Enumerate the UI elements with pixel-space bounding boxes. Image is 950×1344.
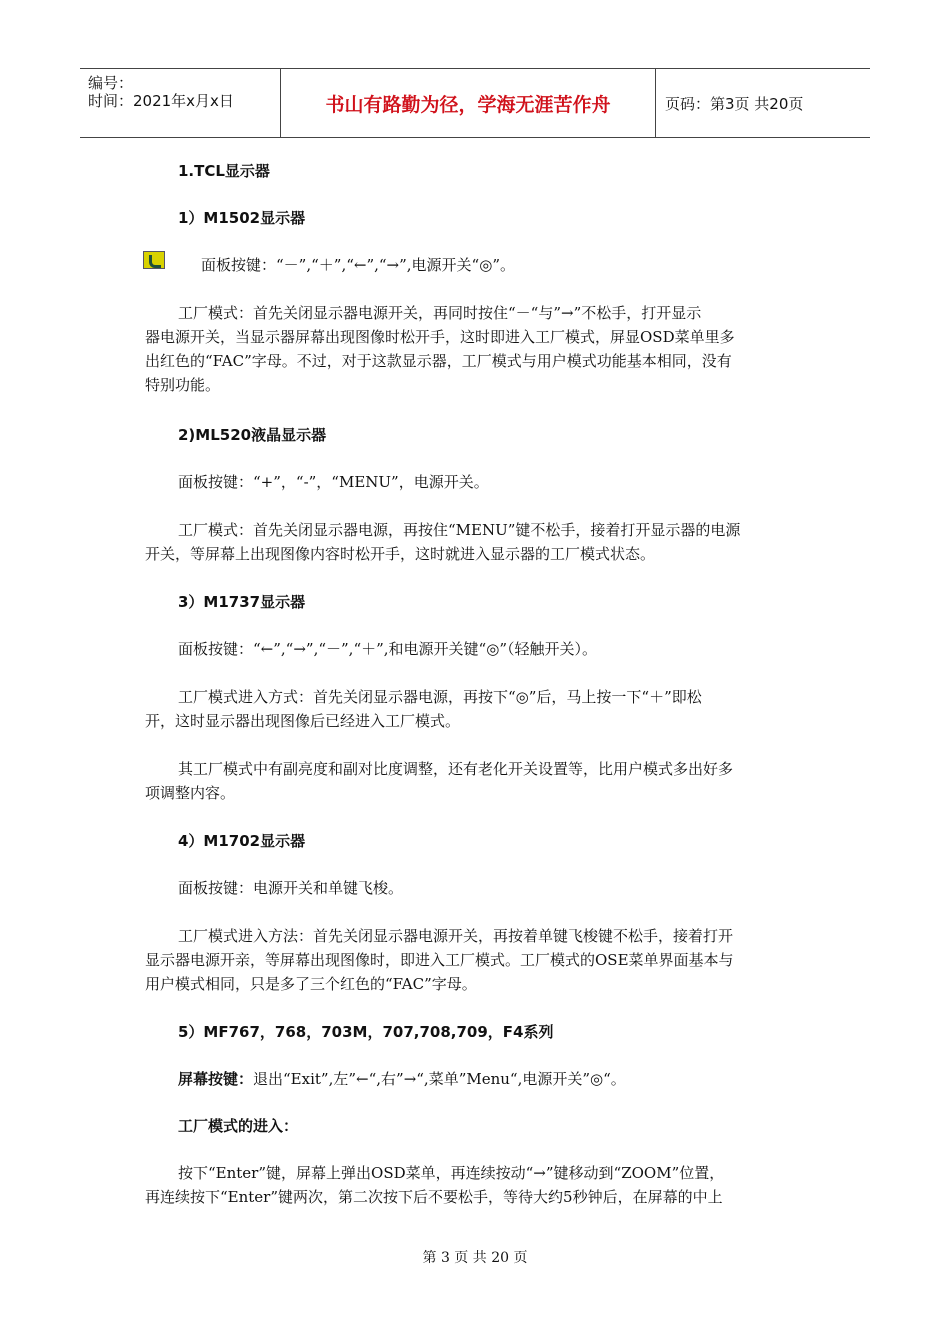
section-title-tcl: 1.TCL显示器 [178,162,270,180]
mf-enter-line2: 再连续按下“Enter”键两次，第二次按下后不要松手，等待大约5秒钟后，在屏幕的中上 [145,1188,723,1206]
heading-m1502: 1）M1502显示器 [178,209,306,227]
ml520-factory-line1: 工厂模式：首先关闭显示器电源，再按住“MENU”键不松手，接着打开显示器的电源 [178,521,741,539]
heading-m1702: 4）M1702显示器 [178,832,306,850]
m1702-factory-line2: 显示器电源开亲，等屏幕出现图像时，即进入工厂模式。工厂模式的OSE菜单界面基本与 [145,951,734,969]
m1702-keys: 面板按键：电源开关和单键飞梭。 [178,879,404,897]
m1702-factory-line1: 工厂模式进入方法：首先关闭显示器电源开关，再按着单键飞梭键不松手，接着打开 [178,927,734,945]
header-info-cell [80,69,280,137]
ml520-factory-line2: 开关，等屏幕上出现图像内容时松开手，这时就进入显示器的工厂模式状态。 [145,545,656,563]
m1737-factory-line1: 工厂模式进入方式：首先关闭显示器电源，再按下“◎”后，马上按一下“＋”即松 [178,688,702,706]
m1502-factory-line4: 特别功能。 [145,376,221,394]
m1502-keys: 面板按键：“－”,“＋”,“←”,“→”,电源开关“◎”。 [201,256,515,274]
mf-keys-paragraph [145,1067,838,1091]
m1737-extra-line1: 其工厂模式中有副亮度和副对比度调整，还有老化开关设置等，比用户模式多出好多 [178,760,734,778]
heading-ml520: 2)ML520液晶显示器 [178,426,327,444]
m1702-factory-line3: 用户模式相同，只是多了三个红色的“FAC”字母。 [145,975,477,993]
mf-keys-text: 退出“Exit”,左”←“,右”→“,菜单”Menu“,电源开关”◎“。 [253,1070,626,1088]
page-footer: 第 3 页 共 20 页 [422,1250,528,1266]
page-header [80,68,870,138]
header-page-label: 页码：第3页 共20页 [665,94,804,113]
m1502-factory-line2: 器电源开关，当显示器屏幕出现图像时松开手，这时即进入工厂模式，屏显OSD菜单里多 [145,328,735,346]
mf-factory-title: 工厂模式的进入： [178,1117,299,1135]
mf-enter-line1: 按下“Enter”键，屏幕上弹出OSD菜单，再连续按动“→”键移动到“ZOOM”位置， [178,1164,725,1182]
note-icon [143,251,165,269]
mf-keys-label: 屏幕按键： [178,1070,254,1088]
serial-label: 编号： [88,74,134,92]
heading-mf-series: 5）MF767，768，703M，707,708,709，F4系列 [178,1023,554,1041]
m1737-factory-line2: 开，这时显示器出现图像后已经进入工厂模式。 [145,712,461,730]
date-label: 时间：2021年x月x日 [88,92,234,110]
m1502-factory-line1: 工厂模式：首先关闭显示器电源开关，再同时按住“－“与”→”不松手，打开显示 [178,304,702,322]
heading-m1737: 3）M1737显示器 [178,593,306,611]
header-motto: 书山有路勤为径，学海无涯苦作舟 [280,69,656,137]
m1737-extra-line2: 项调整内容。 [145,784,236,802]
m1737-keys: 面板按键：“←”,“→”,“－”,“＋”,和电源开关键“◎”（轻触开关）。 [178,640,597,658]
m1502-factory-line3: 出红色的“FAC”字母。不过，对于这款显示器，工厂模式与用户模式功能基本相同，没有 [145,352,732,370]
ml520-keys: 面板按键：“+”，“-”，“MENU”，电源开关。 [178,473,489,491]
